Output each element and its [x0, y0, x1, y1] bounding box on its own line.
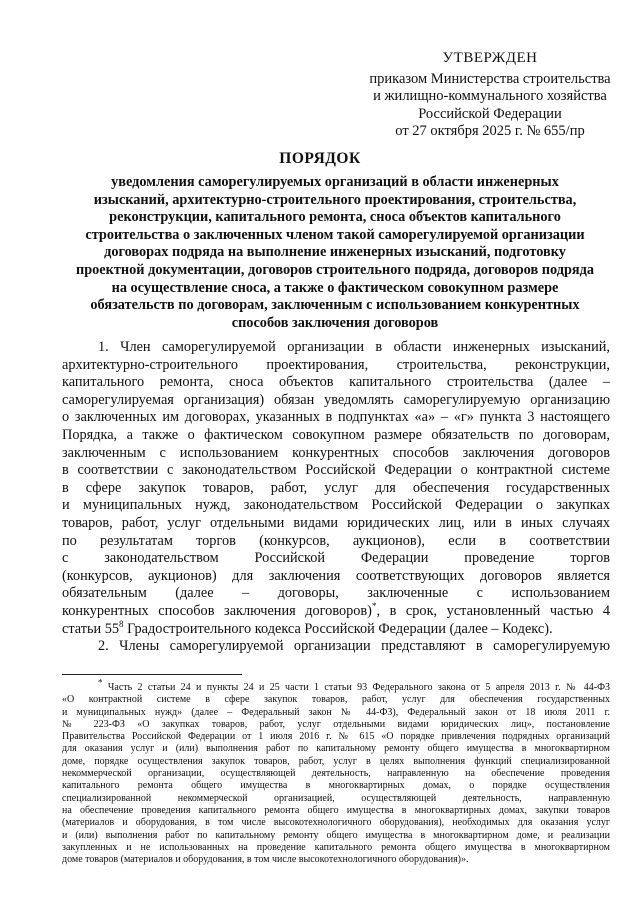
body-line: 1. Член саморегулируемой организации в области инженерных изысканий, — [98, 339, 610, 355]
body-line: в сфере закупок товаров, работ, услуг для обеспечения государственных — [62, 479, 610, 496]
footnote-line: (материалов и оборудования, в том числе высокотехнологичного оборудования), необходимых для оказания услуг — [62, 817, 610, 829]
subtitle-line: строительства о заключенных членом такой саморегулируемой организации — [85, 226, 585, 243]
footnote-line: закупленных и не использованных на проведение капитального ремонта общего имущества в многоквартирном — [62, 841, 610, 853]
footnote-line: и (или) выполнения работ по капитальному ремонту общего имущества в многоквартирном доме, и реализации — [62, 829, 610, 841]
body-line: с законодательством Российской Федерации проведение торгов — [62, 550, 610, 567]
approved-line: Российской Федерации — [418, 105, 562, 122]
footnote-line: и муниципальных нужд» (далее – Федеральный закон № 44-ФЗ), Федеральный закон от 18 июля 2011 г. — [62, 706, 610, 718]
body-line: (конкурсов, аукционов) для заключения соответствующих договоров является — [62, 567, 610, 584]
approval-block — [355, 50, 625, 141]
body-text-fragment: Градостроительного кодекса Российской Федерации (далее – Кодекс). — [123, 620, 553, 637]
subtitle-line: проектной документации, договоров строительного подряда, договоров подряда — [75, 261, 595, 278]
subtitle-line: договорах подряда на выполнение инженерных изысканий, подготовку — [104, 244, 566, 261]
body-line: в соответствии с законодательством Российской Федерации о контрактной системе — [62, 462, 610, 479]
footnote-marker: * — [371, 601, 377, 612]
footnote-line: специализированной некоммерческой организацией, осуществляющей деятельность, направленную — [62, 792, 610, 804]
footnote-separator — [62, 674, 242, 675]
footnote-line: для оказания услуг и (или) выполнения работ по капитальному ремонту общего имущества в многоквартирном — [62, 743, 610, 755]
article-superscript: 8 — [119, 618, 124, 629]
approved-line: и жилищно-коммунального хозяйства — [373, 88, 607, 104]
body-line: по результатам торгов (конкурсов, аукционов), если в соответствии — [62, 532, 610, 549]
body-text-fragment: , в срок, установленный частью 4 — [376, 602, 610, 619]
body-line: 2. Члены саморегулируемой организации представляют в саморегулируемую — [98, 638, 610, 655]
body-line: саморегулируемая организация) обязан уведомлять саморегулируемую организацию — [62, 391, 610, 408]
subtitle-line: изысканий, архитектурно-строительного проектирования, строительства, — [93, 191, 577, 208]
footnote-line: доме товаров (материалов и оборудования, в том числе высокотехнологичного оборудования)». — [62, 854, 469, 866]
footnote-line: на обеспечение проведения капитального ремонта общего имущества в многоквартирных домах, закупки товаров — [62, 804, 610, 816]
body-line-footnote-ref — [62, 603, 610, 621]
body-text-fragment: конкурентных способов заключения договоров) — [62, 602, 372, 619]
approved-line: от 27 октября 2025 г. № 655/пр — [395, 123, 585, 139]
document-title: ПОРЯДОК — [279, 150, 361, 167]
subtitle-line: на осуществление сноса, а также о фактическом совокупном размере — [111, 279, 559, 296]
body-line: товаров, работ, услуг отдельными видами юридических лиц, или в иных случаях — [62, 514, 610, 531]
footnote-line — [62, 677, 611, 694]
body-text-fragment: статьи 55 — [62, 620, 120, 637]
body-line-article-ref — [62, 618, 610, 639]
subtitle-line: способов заключения договоров — [231, 314, 439, 331]
body-line: архитектурно-строительного проектирования, строительства, реконструкции, — [62, 356, 610, 373]
footnote-text: Часть 2 статьи 24 и пункты 24 и 25 части 1 статьи 93 Федерального закона от 5 апреля 2013 г. № 44-ФЗ — [107, 682, 611, 693]
subtitle-line: реконструкции, капитального ремонта, сноса объектов капитального — [109, 209, 561, 226]
subtitle-line: уведомления саморегулируемых организаций в области инженерных — [111, 174, 559, 190]
approved-line: приказом Министерства строительства — [369, 70, 611, 87]
footnote-line: «О контрактной системе в сфере закупок товаров, работ, услуг для обеспечения государственных — [62, 694, 610, 706]
approved-heading: УТВЕРЖДЕН — [442, 50, 538, 66]
body-line: обязательным (далее – договоры, заключенные с использованием — [62, 585, 610, 602]
body-line: и муниципальных нужд, законодательством Российской Федерации о закупках — [62, 497, 610, 514]
document-body — [62, 339, 610, 656]
footnote-line: капитального ремонта общего имущества в многоквартирных домах, о порядке осуществления — [62, 780, 610, 792]
body-line: о заключенных им договорах, указанных в подпунктах «а» – «г» пункта 3 настоящего — [62, 409, 610, 426]
body-line: капитального ремонта, сноса объектов капитального строительства (далее – — [62, 374, 610, 391]
footnote-marker: * — [98, 677, 103, 688]
footnote-line: некоммерческой организации, осуществляющей деятельность, направленную на обеспечение проведения — [62, 768, 610, 780]
footnote-line: доме, порядке осуществления закупок товаров, работ, услуг в целях выполнения функций специализированной — [62, 755, 610, 767]
footnote-line: Правительства Российской Федерации от 1 июля 2016 г. № 615 «О порядке привлечения подрядных организаций — [62, 731, 610, 743]
footnote — [62, 677, 611, 866]
body-line: Порядка, а также о фактическом совокупном размере обязательств по договорам, — [62, 426, 610, 443]
subtitle-line: обязательств по договорам, заключенным с использованием конкурентных — [90, 297, 580, 314]
document-subtitle — [55, 174, 615, 332]
body-line: заключенным с использованием конкурентных способов заключения договоров — [62, 444, 610, 461]
footnote-line: № 223-ФЗ «О закупках товаров, работ, услуг отдельными видами юридических лиц», постановление — [62, 718, 610, 730]
